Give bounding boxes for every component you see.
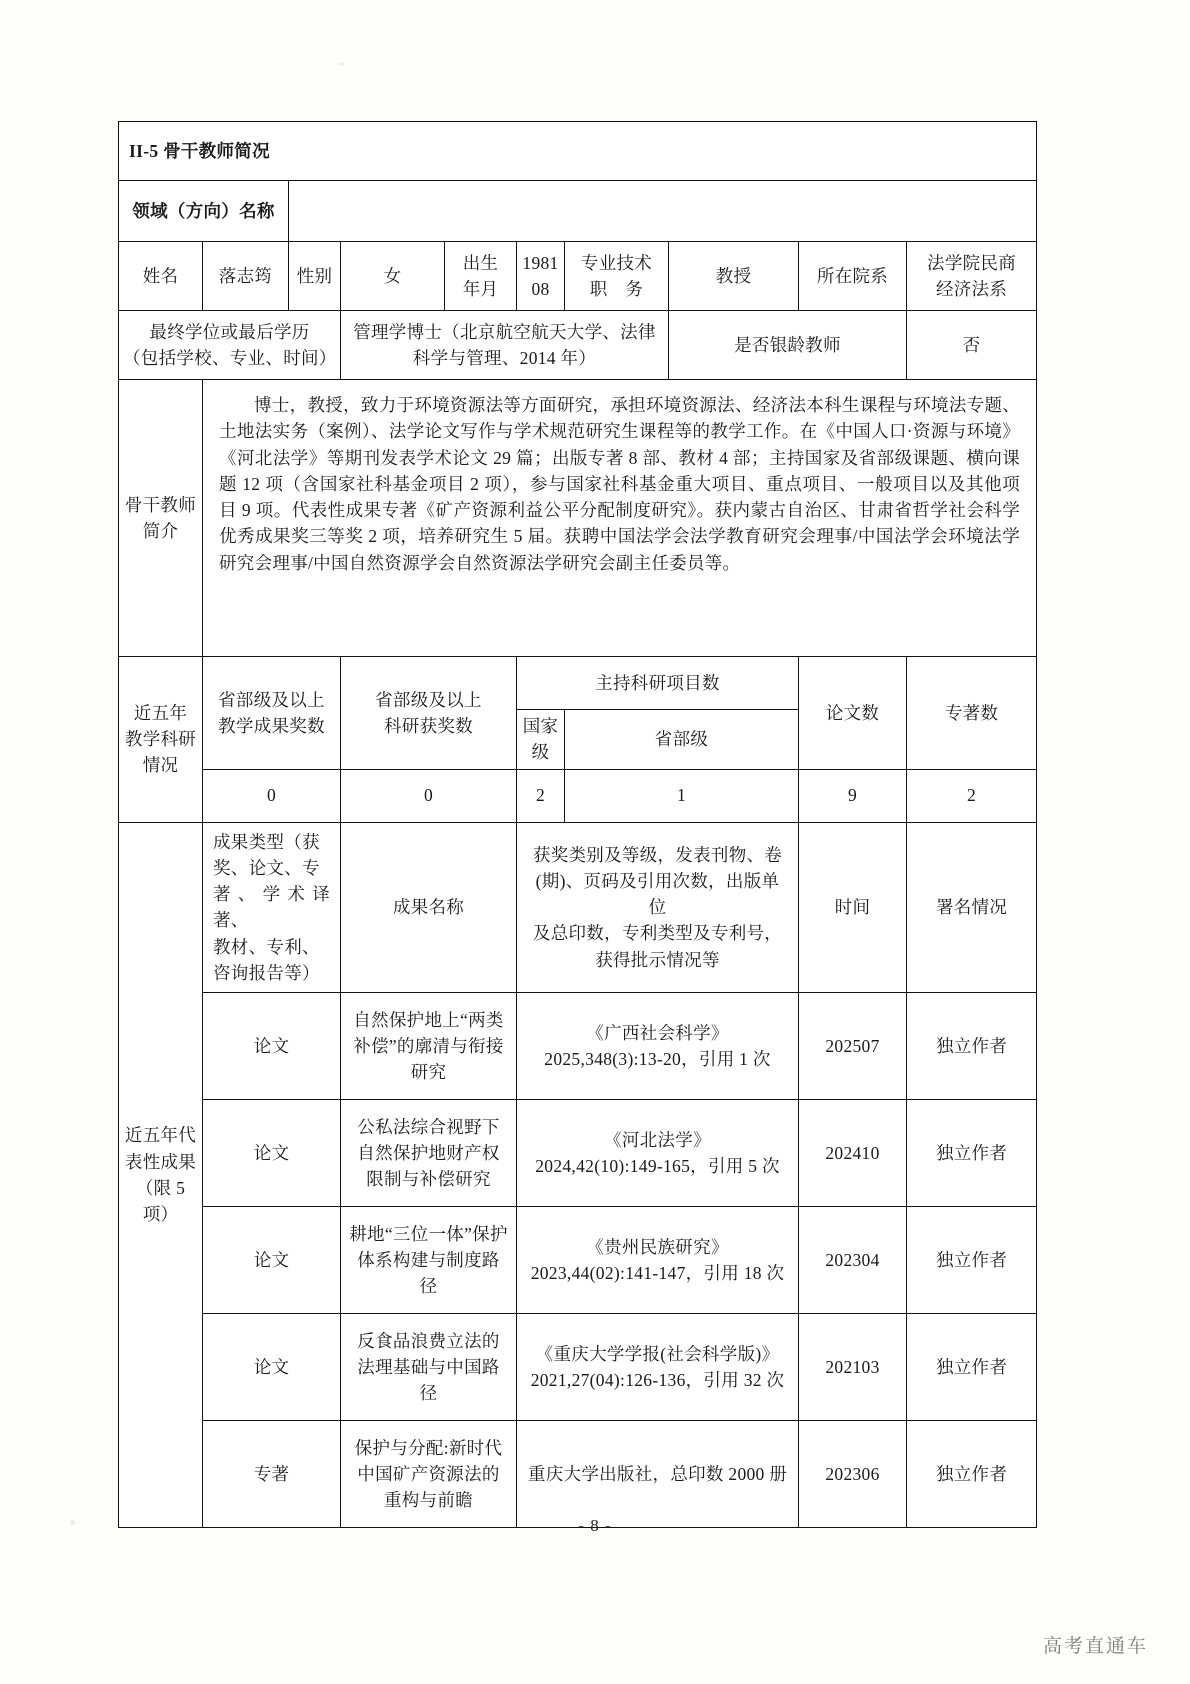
table-row bbox=[119, 993, 1037, 1100]
name-label: 姓名 bbox=[119, 242, 203, 311]
stats-value-monographs: 2 bbox=[907, 769, 1037, 822]
watermark: 高考直通车 bbox=[1042, 1636, 1148, 1657]
achievement-time: 202304 bbox=[799, 1207, 907, 1314]
stats-label-line2: 教学科研 bbox=[124, 729, 197, 750]
degree-value-line2: 科学与管理、2014 年） bbox=[412, 348, 597, 368]
title-label-line2: 职 务 bbox=[589, 279, 644, 299]
achievement-time: 202410 bbox=[799, 1100, 907, 1207]
achievements-header-type bbox=[203, 822, 341, 993]
achievements-header-time: 时间 bbox=[799, 822, 907, 993]
achievement-name: 耕地“三位一体”保护体系构建与制度路径 bbox=[341, 1207, 517, 1314]
ach-label-line1: 近五年代 bbox=[124, 1125, 197, 1146]
ach-type-line1: 成果类型（获 bbox=[213, 831, 320, 852]
achievement-type: 论文 bbox=[203, 1100, 341, 1207]
achievement-detail-line1: 《重庆大学学报(社会科学版)》 bbox=[535, 1343, 780, 1364]
achievement-time: 202103 bbox=[799, 1314, 907, 1421]
achievement-detail-line2: 2021,27(04):126-136，引用 32 次 bbox=[530, 1370, 785, 1390]
bio-text-cell bbox=[203, 380, 1037, 657]
form-sheet bbox=[118, 121, 1036, 1528]
gender-value: 女 bbox=[341, 242, 445, 311]
bio-label bbox=[119, 380, 203, 657]
degree-value-line1: 管理学博士（北京航空航天大学、法律 bbox=[353, 321, 656, 342]
achievement-detail bbox=[517, 1421, 799, 1528]
achievement-detail-line1: 《广西社会科学》 bbox=[586, 1022, 729, 1043]
achievement-detail-line2: 2024,42(10):149-165，引用 5 次 bbox=[535, 1156, 780, 1176]
degree-label-line2: （包括学校、专业、时间） bbox=[123, 348, 337, 368]
bio-text: 博士，教授，致力于环境资源法等方面研究，承担环境资源法、经济法本科生课程与环境法专题、土地法实务（案例）、法学论文写作与学术规范研究生课程等的教学工作。在《中国人口·资源与环境》《河北法学》等期刊发表学术论文 29 篇；出版专著 8 部、教材 4 部；主持国家及省部级课题、横向课题 12 项（含国家社科基金项目 2 项），参与国家社科基金重大项目、重点项目、一般项目以及其他项目 9 项。代表性成果专著《矿产资源利益公平分配制度研究》。获内蒙古自治区、甘肃省哲学社会科学优秀成果奖三等奖 2 项，培养研究生 5 届。获聘中国法学会法学教育研究会理事/中国法学会环境法学研究会理事/中国自然资源学会自然资源法学研究会副主任委员等。 bbox=[219, 395, 1021, 573]
achievements-header-name: 成果名称 bbox=[341, 822, 517, 993]
degree-label bbox=[119, 311, 341, 380]
stats-row-label bbox=[119, 657, 203, 823]
achievement-detail-line2: 2023,44(02):141-147，引用 18 次 bbox=[530, 1263, 785, 1283]
gender-label: 性别 bbox=[289, 242, 341, 311]
department-value bbox=[907, 242, 1037, 311]
stats-values-row bbox=[119, 769, 1037, 822]
achievement-signature: 独立作者 bbox=[907, 1314, 1037, 1421]
stats-label-line1: 近五年 bbox=[133, 702, 188, 723]
stats-value-teaching-award: 0 bbox=[203, 769, 341, 822]
ach-detail-line3: 及总印数，专利类型及专利号， bbox=[532, 923, 783, 944]
birth-value bbox=[517, 242, 565, 311]
ach-detail-line1: 获奖类别及等级，发表刊物、卷 bbox=[532, 844, 783, 865]
achievement-name: 反食品浪费立法的法理基础与中国路径 bbox=[341, 1314, 517, 1421]
stats-value-projects-provincial: 1 bbox=[565, 769, 799, 822]
bio-label-line1: 骨干教师 bbox=[124, 494, 197, 515]
birth-label bbox=[445, 242, 517, 311]
stats-label-line3: 情况 bbox=[142, 755, 179, 776]
achievement-signature: 独立作者 bbox=[907, 993, 1037, 1100]
ach-type-line4: 教材、专利、 bbox=[213, 936, 320, 957]
achievement-name: 自然保护地上“两类补偿”的廓清与衔接研究 bbox=[341, 993, 517, 1100]
teaching-award-line2: 教学成果奖数 bbox=[218, 715, 325, 736]
ach-type-line5: 咨询报告等） bbox=[213, 962, 320, 983]
stats-header-projects-national: 国家级 bbox=[517, 710, 565, 770]
identity-row bbox=[119, 242, 1037, 311]
birth-label-line2: 年月 bbox=[462, 279, 499, 299]
ach-label-line2: 表性成果 bbox=[124, 1151, 197, 1172]
birth-month: 08 bbox=[531, 279, 550, 299]
achievement-name: 保护与分配:新时代中国矿产资源法的重构与前瞻 bbox=[341, 1421, 517, 1528]
stats-header-row bbox=[119, 657, 1037, 710]
ach-type-line3: 著、学术译著、 bbox=[213, 884, 330, 931]
scan-speck bbox=[340, 62, 344, 66]
page-number: - 8 - bbox=[578, 1516, 612, 1535]
achievement-detail bbox=[517, 1207, 799, 1314]
field-name-value[interactable] bbox=[289, 181, 1037, 242]
research-award-line1: 省部级及以上 bbox=[375, 689, 482, 710]
achievement-time: 202507 bbox=[799, 993, 907, 1100]
field-name-row bbox=[119, 181, 1037, 242]
achievement-detail-line1: 《贵州民族研究》 bbox=[586, 1236, 729, 1257]
department-label: 所在院系 bbox=[799, 242, 907, 311]
research-award-line2: 科研获奖数 bbox=[384, 715, 473, 736]
stats-header-projects-group: 主持科研项目数 bbox=[517, 657, 799, 710]
table-row bbox=[119, 1421, 1037, 1528]
professional-title-value: 教授 bbox=[669, 242, 799, 311]
achievement-detail-line1: 《河北法学》 bbox=[604, 1129, 711, 1150]
achievement-signature: 独立作者 bbox=[907, 1100, 1037, 1207]
stats-header-monographs: 专著数 bbox=[907, 657, 1037, 770]
achievement-time: 202306 bbox=[799, 1421, 907, 1528]
senior-teacher-value: 否 bbox=[907, 311, 1037, 380]
degree-row bbox=[119, 311, 1037, 380]
field-name-label: 领域（方向）名称 bbox=[119, 181, 289, 242]
name-value: 落志筠 bbox=[203, 242, 289, 311]
stats-header-papers: 论文数 bbox=[799, 657, 907, 770]
stats-header-projects-provincial: 省部级 bbox=[565, 710, 799, 770]
teaching-award-line1: 省部级及以上 bbox=[218, 689, 325, 710]
achievement-detail bbox=[517, 993, 799, 1100]
achievement-type: 论文 bbox=[203, 993, 341, 1100]
achievements-header-detail bbox=[517, 822, 799, 993]
stats-header-research-award bbox=[341, 657, 517, 770]
achievements-header-signature: 署名情况 bbox=[907, 822, 1037, 993]
degree-value bbox=[341, 311, 669, 380]
ach-type-line2: 奖、论文、专 bbox=[213, 857, 320, 878]
table-row bbox=[119, 1207, 1037, 1314]
achievement-type: 专著 bbox=[203, 1421, 341, 1528]
achievement-type: 论文 bbox=[203, 1207, 341, 1314]
achievement-detail bbox=[517, 1314, 799, 1421]
table-row bbox=[119, 1100, 1037, 1207]
achievement-type: 论文 bbox=[203, 1314, 341, 1421]
bio-label-line2: 简介 bbox=[142, 521, 179, 541]
achievement-detail-line1: 重庆大学出版社，总印数 2000 册 bbox=[527, 1463, 788, 1484]
title-label-line1: 专业技术 bbox=[580, 252, 653, 273]
faculty-profile-table bbox=[118, 121, 1037, 1528]
section-title-row bbox=[119, 122, 1037, 181]
birth-label-line1: 出生 bbox=[462, 252, 499, 273]
senior-teacher-label: 是否银龄教师 bbox=[669, 311, 907, 380]
stats-header-teaching-award bbox=[203, 657, 341, 770]
stats-value-papers: 9 bbox=[799, 769, 907, 822]
achievement-signature: 独立作者 bbox=[907, 1421, 1037, 1528]
stats-value-research-award: 0 bbox=[341, 769, 517, 822]
ach-label-line3: （限 5 项） bbox=[135, 1177, 186, 1224]
achievement-detail-line2: 2025,348(3):13-20，引用 1 次 bbox=[544, 1049, 771, 1069]
achievement-name: 公私法综合视野下自然保护地财产权限制与补偿研究 bbox=[341, 1100, 517, 1207]
degree-label-line1: 最终学位或最后学历 bbox=[149, 321, 310, 342]
professional-title-label bbox=[565, 242, 669, 311]
achievement-signature: 独立作者 bbox=[907, 1207, 1037, 1314]
stats-value-projects-national: 2 bbox=[517, 769, 565, 822]
ach-detail-line4: 获得批示情况等 bbox=[595, 949, 720, 970]
department-value-line2: 经济法系 bbox=[935, 279, 1008, 299]
section-title: II-5 骨干教师简况 bbox=[119, 122, 1037, 181]
achievement-detail bbox=[517, 1100, 799, 1207]
department-value-line1: 法学院民商 bbox=[927, 252, 1017, 273]
table-row bbox=[119, 1314, 1037, 1421]
ach-detail-line2: (期)、页码及引用次数，出版单位 bbox=[535, 870, 780, 918]
achievements-row-label bbox=[119, 822, 203, 1528]
birth-year: 1981 bbox=[522, 252, 559, 273]
bio-row bbox=[119, 380, 1037, 657]
achievements-header-row bbox=[119, 822, 1037, 993]
